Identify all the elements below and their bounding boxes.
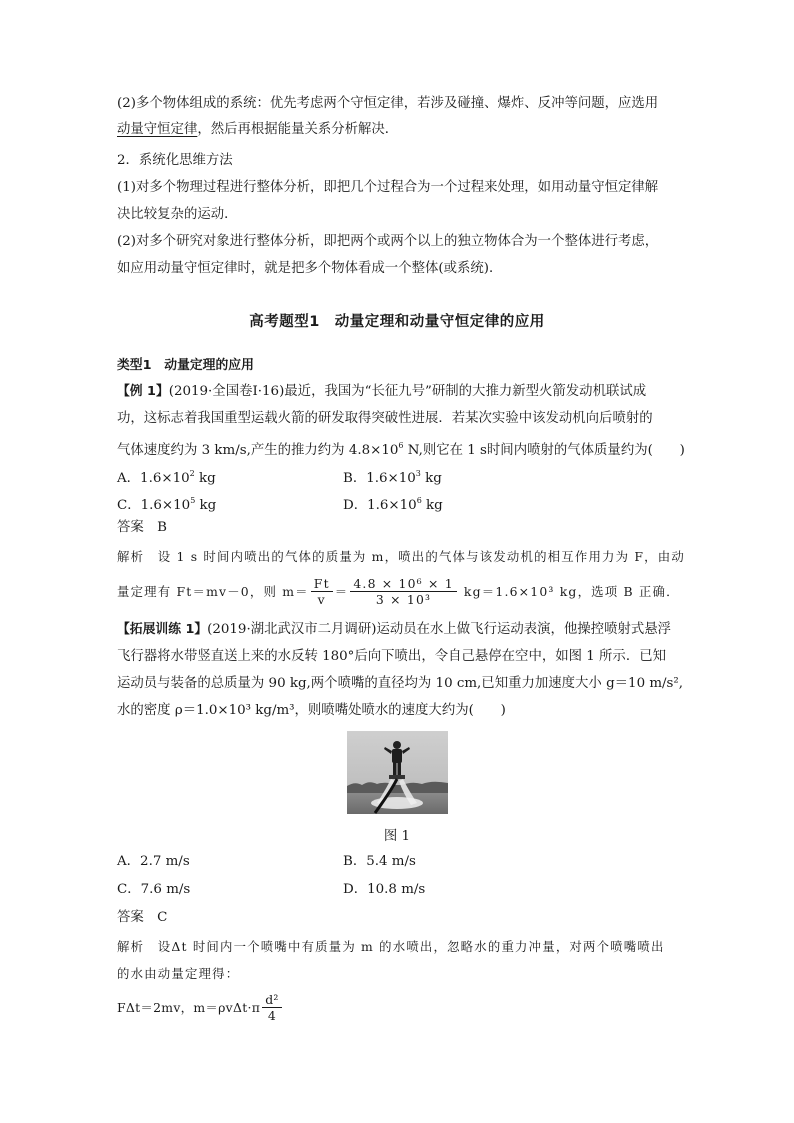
type1-title: 类型1 动量定理的应用 <box>117 358 254 373</box>
frac3-den: 4 <box>267 1008 277 1023</box>
extension1-line1 <box>117 620 671 640</box>
example1-line1 <box>117 382 646 402</box>
example1-line2: 功，这标志着我国重型运载火箭的研发取得突破性进展．若某次实验中该发动机向后喷射的 <box>117 411 653 426</box>
para3-line2: 如应用动量守恒定律时，就是把多个物体看成一个整体(或系统)． <box>117 261 503 276</box>
extension1-line3: 运动员与装备的总质量为 90 kg,两个喷嘴的直径均为 10 cm,已知重力加速度大小 g＝10 m/s², <box>117 676 684 691</box>
extension1-option-a: A．2.7 m/s <box>117 854 190 869</box>
extension1-tag: 【拓展训练 1】 <box>117 622 208 637</box>
section-heading: 高考题型1 动量定理和动量守恒定律的应用 <box>249 314 545 330</box>
jetpack-flyer-image <box>347 731 448 814</box>
analysis-line2-a: 量定理有 Ft＝mv－0，则 m＝ <box>117 584 309 599</box>
option-b-text: B．1.6×10 <box>343 471 416 486</box>
example1-line3 <box>117 436 685 461</box>
extension1-analysis-line1: 解析 设Δt 时间内一个喷嘴中有质量为 m 的水喷出，忽略水的重力冲量，对两个喷嘴喷出 <box>117 939 665 954</box>
option-b-unit: kg <box>420 471 442 486</box>
example1-analysis-line2 <box>117 572 680 612</box>
example1-tag: 【例 1】 <box>117 384 169 399</box>
fraction-d2-over-4 <box>262 992 282 1023</box>
para1-line2 <box>117 120 398 140</box>
figure-caption: 图 1 <box>383 829 411 844</box>
frac1-num: Ft <box>311 576 333 592</box>
para3-line1: (2)对多个研究对象进行整体分析，即把两个或两个以上的独立物体合为一个整体进行考虑， <box>117 234 659 249</box>
fraction-ft-over-v <box>311 576 333 607</box>
extension1-answer: 答案 C <box>117 910 168 925</box>
extension1-analysis-line2: 的水由动量定理得： <box>117 966 240 981</box>
para1-line1: (2)多个物体组成的系统：优先考虑两个守恒定律，若涉及碰撞、爆炸、反冲等问题，应选用 <box>117 96 659 111</box>
example1-line3-b: N,则它在 1 s时间内喷射的气体质量约为( ) <box>403 443 685 458</box>
figure-1-photo <box>347 731 448 814</box>
extension1-formula <box>117 988 284 1028</box>
analysis-line2-b: kg＝1.6×10³ kg，选项 B 正确． <box>458 584 680 599</box>
extension1-option-b: B．5.4 m/s <box>343 854 416 869</box>
term-momentum-conservation: 动量守恒定律 <box>117 122 198 137</box>
frac3-num: d² <box>262 992 282 1008</box>
example1-option-c <box>117 491 216 516</box>
extension1-option-c: C．7.6 m/s <box>117 882 191 897</box>
para1-line2-rest: ，然后再根据能量关系分析解决． <box>197 122 399 137</box>
option-c-text: C．1.6×10 <box>117 498 191 513</box>
example1-line1-text: (2019·全国卷Ⅰ·16)最近，我国为“长征九号”研制的大推力新型火箭发动机联试成 <box>168 384 647 399</box>
option-d-unit: kg <box>421 498 443 513</box>
frac2-den: 3 × 10³ <box>375 592 432 607</box>
fraction-numeric <box>350 576 456 607</box>
example1-line3-a: 气体速度约为 3 km/s,产生的推力约为 4.8×10 <box>117 443 399 458</box>
option-c-sup: 5 <box>190 496 196 505</box>
example1-answer: 答案 B <box>117 520 168 535</box>
para2-line1: (1)对多个物理过程进行整体分析，即把几个过程合为一个过程来处理，如用动量守恒定律解 <box>117 180 659 195</box>
example1-option-d <box>343 491 443 516</box>
frac2-num: 4.8 × 10⁶ × 1 <box>350 576 456 592</box>
example1-analysis-line1: 解析 设 1 s 时间内喷出的气体的质量为 m，喷出的气体与该发动机的相互作用力为 F，由动 <box>117 549 685 564</box>
option-d-text: D．1.6×10 <box>343 498 417 513</box>
formula-text: FΔt＝2mv，m＝ρvΔt·π <box>117 1000 261 1015</box>
extension1-line1-text: (2019·湖北武汉市二月调研)运动员在水上做飞行运动表演，他操控喷射式悬浮 <box>207 622 672 637</box>
extension1-line4: 水的密度 ρ＝1.0×10³ kg/m³，则喷嘴处喷水的速度大约为( ) <box>117 703 506 718</box>
example1-option-a <box>117 464 216 489</box>
equals-sign: ＝ <box>334 584 349 599</box>
option-a-text: A．1.6×10 <box>117 471 190 486</box>
option-a-unit: kg <box>194 471 216 486</box>
extension1-line2: 飞行器将水带竖直送上来的水反转 180°后向下喷出，令自己悬停在空中，如图 1 所示．已知 <box>117 649 666 664</box>
option-c-unit: kg <box>195 498 217 513</box>
option-d-sup: 6 <box>416 496 422 505</box>
option-a-sup: 2 <box>189 469 195 478</box>
frac1-den: v <box>317 592 326 607</box>
section2-title: 2．系统化思维方法 <box>117 153 233 168</box>
option-b-sup: 3 <box>415 469 421 478</box>
example1-option-b <box>343 464 442 489</box>
para2-line2: 决比较复杂的运动． <box>117 207 238 222</box>
extension1-option-d: D．10.8 m/s <box>343 882 426 897</box>
example1-line3-sup: 6 <box>398 441 404 450</box>
